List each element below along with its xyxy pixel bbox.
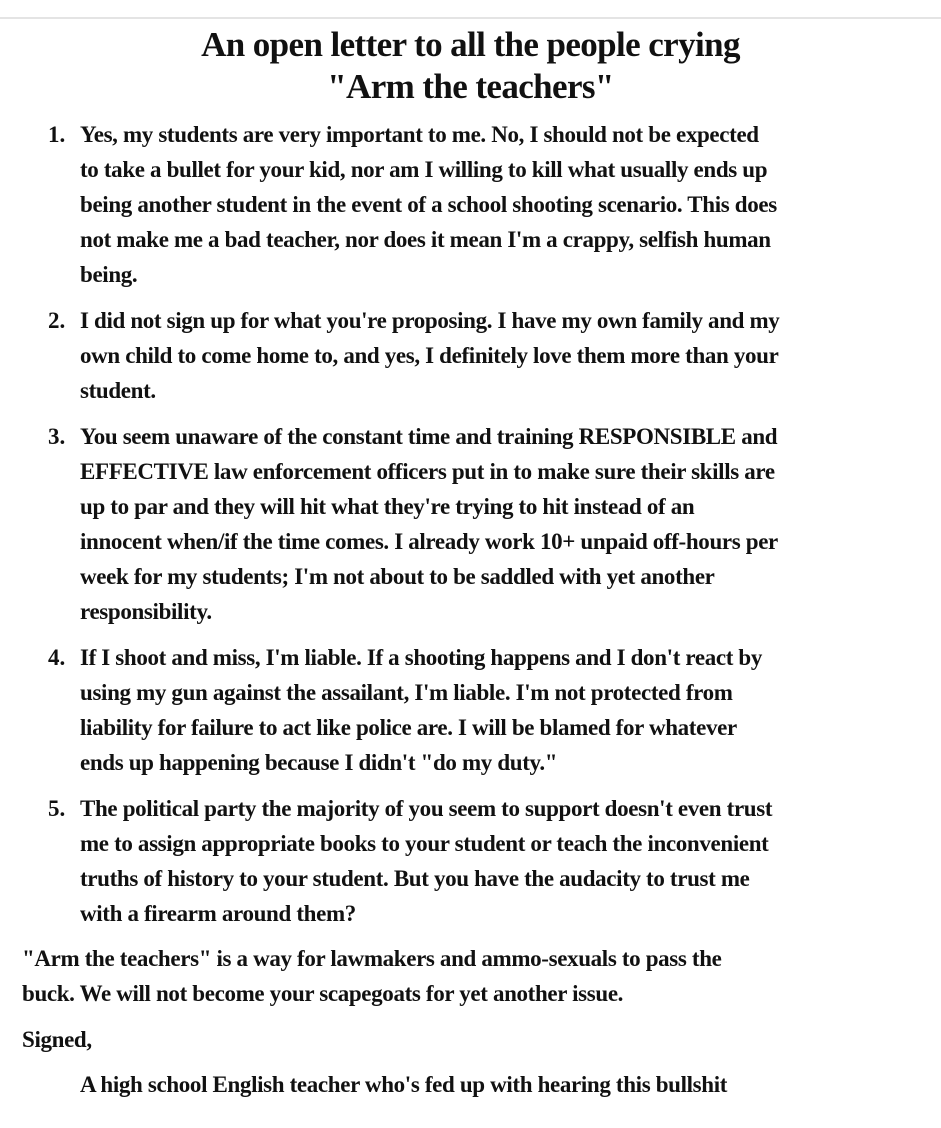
closing-line: "Arm the teachers" is a way for lawmakers and ammo-sexuals to pass the [22,946,722,971]
item-number: 3. [48,424,66,449]
list-item [0,419,941,629]
item-text-line: The political party the majority of you seem to support doesn't even trust [80,796,773,821]
signature-text: A high school English teacher who's fed up with hearing this bullshit [80,1072,728,1097]
list-item [0,791,941,931]
item-text-line: up to par and they will hit what they're trying to hit instead of an [80,494,695,519]
item-text-line: week for my students; I'm not about to be saddled with yet another [80,564,715,589]
item-text-line: student. [80,378,156,403]
item-text-line: liability for failure to act like police are. I will be blamed for whatever [80,715,737,740]
closing-paragraph [22,941,722,1011]
signed-label [22,1022,92,1057]
item-text-line: You seem unaware of the constant time and training RESPONSIBLE and [80,424,778,449]
title-line-2: "Arm the teachers" [327,67,614,106]
letter-title [0,24,941,108]
item-text-line: not make me a bad teacher, nor does it mean I'm a crappy, selfish human [80,227,771,252]
item-number: 1. [48,122,66,147]
item-number: 4. [48,645,66,670]
item-text-line: innocent when/if the time comes. I already work 10+ unpaid off-hours per [80,529,778,554]
item-text-line: being. [80,262,138,287]
item-text-line: If I shoot and miss, I'm liable. If a shooting happens and I don't react by [80,645,763,670]
item-text-line: truths of history to your student. But you have the audacity to trust me [80,866,750,891]
item-number: 5. [48,796,66,821]
item-number: 2. [48,308,66,333]
item-text-line: using my gun against the assailant, I'm liable. I'm not protected from [80,680,733,705]
signature [80,1067,727,1102]
signed-text: Signed, [22,1027,92,1052]
title-line-1: An open letter to all the people crying [201,25,740,64]
item-text-line: being another student in the event of a school shooting scenario. This does [80,192,777,217]
list-item [0,640,941,780]
item-text-line: ends up happening because I didn't "do my duty." [80,750,558,775]
numbered-list [0,117,941,942]
list-item [0,303,941,408]
item-text-line: EFFECTIVE law enforcement officers put in to make sure their skills are [80,459,775,484]
item-text-line: I did not sign up for what you're proposing. I have my own family and my [80,308,780,333]
item-text-line: own child to come home to, and yes, I definitely love them more than your [80,343,779,368]
item-text-line: to take a bullet for your kid, nor am I willing to kill what usually ends up [80,157,768,182]
item-text-line: with a firearm around them? [80,901,356,926]
item-text-line: Yes, my students are very important to me. No, I should not be expected [80,122,759,147]
top-divider [0,17,941,19]
list-item [0,117,941,292]
closing-line: buck. We will not become your scapegoats for yet another issue. [22,981,624,1006]
item-text-line: responsibility. [80,599,212,624]
item-text-line: me to assign appropriate books to your student or teach the inconvenient [80,831,769,856]
